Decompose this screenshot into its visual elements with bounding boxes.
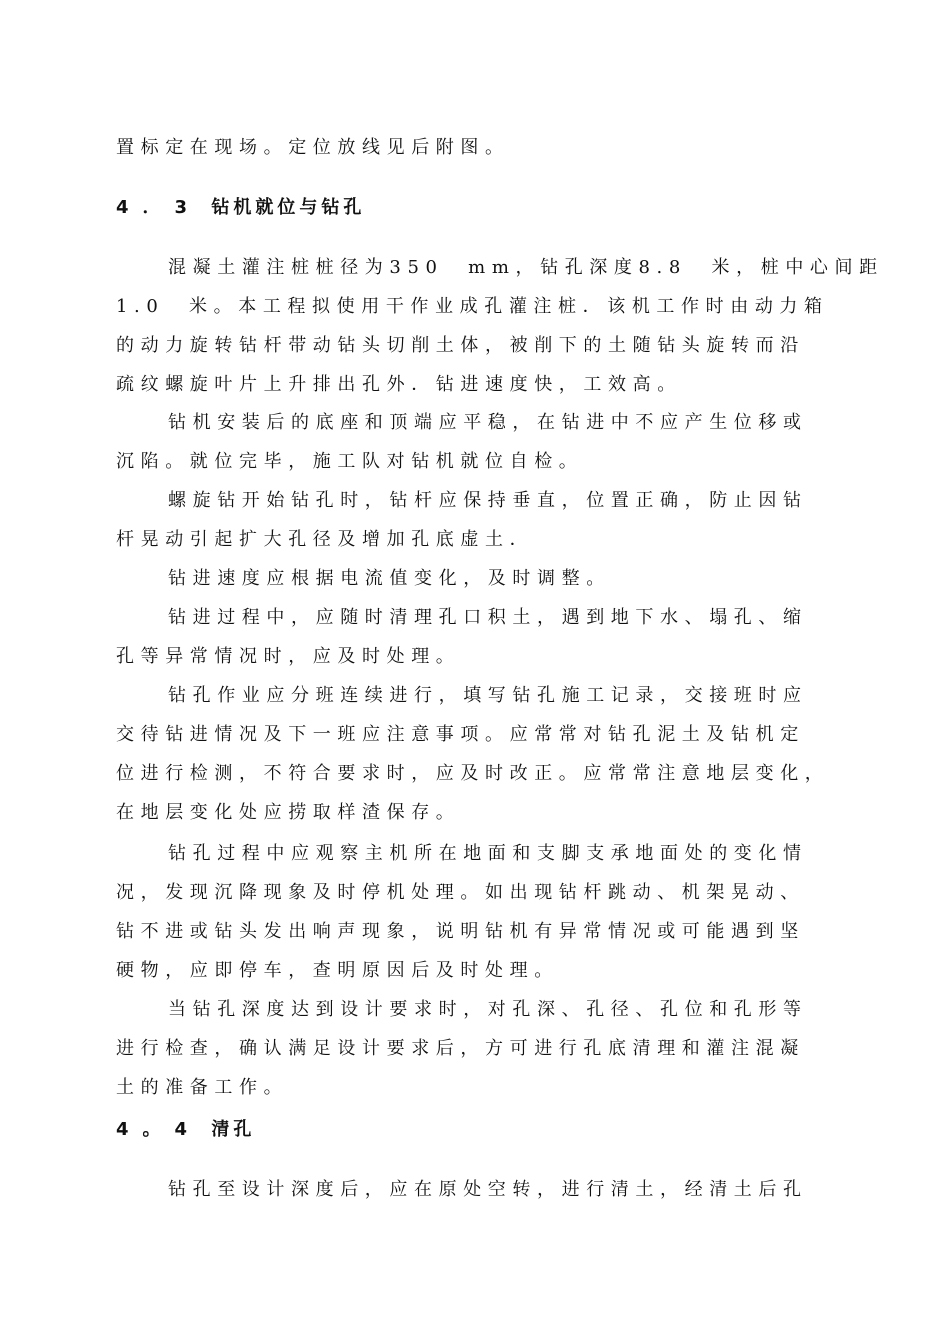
text-line: 钻不进或钻头发出响声现象，说明钻机有异常情况或可能遇到坚 bbox=[116, 921, 805, 942]
paragraph-line: 钻孔至设计深度后，应在原处空转，进行清土，经清土后孔 bbox=[168, 1179, 808, 1200]
text-line: 孔等异常情况时，应及时处理。 bbox=[116, 646, 461, 667]
text-line: 置标定在现场。定位放线见后附图。 bbox=[116, 137, 510, 158]
paragraph-line: 钻孔过程中应观察主机所在地面和支脚支承地面处的变化情 bbox=[168, 843, 808, 864]
text-line: 在地层变化处应捞取样渣保存。 bbox=[116, 802, 461, 823]
section-number: 4。4 bbox=[116, 1119, 202, 1140]
section-number: 4．3 bbox=[116, 197, 202, 218]
paragraph-line: 钻孔作业应分班连续进行，填写钻孔施工记录，交接班时应 bbox=[168, 685, 808, 706]
text-line: 疏纹螺旋叶片上升排出孔外．钻进速度快，工效高。 bbox=[116, 374, 682, 395]
section-heading-4-3 bbox=[116, 197, 365, 219]
text-line: 沉陷。就位完毕，施工队对钻机就位自检。 bbox=[116, 451, 584, 472]
paragraph-line: 混凝土灌注桩桩径为350 mm，钻孔深度8.8 米，桩中心间距 bbox=[168, 257, 884, 278]
text-line: 进行检查，确认满足设计要求后，方可进行孔底清理和灌注混凝 bbox=[116, 1038, 805, 1059]
text-line: 1.0 米。本工程拟使用干作业成孔灌注桩．该机工作时由动力箱 bbox=[116, 296, 829, 317]
text-line: 位进行检测，不符合要求时，应及时改正。应常常注意地层变化， bbox=[116, 763, 830, 784]
paragraph-line: 当钻孔深度达到设计要求时，对孔深、孔径、孔位和孔形等 bbox=[168, 999, 808, 1020]
paragraph-line: 螺旋钻开始钻孔时，钻杆应保持垂直，位置正确，防止因钻 bbox=[168, 490, 808, 511]
text-line: 况，发现沉降现象及时停机处理。如出现钻杆跳动、机架晃动、 bbox=[116, 882, 805, 903]
section-title: 清孔 bbox=[211, 1119, 256, 1140]
text-line: 交待钻进情况及下一班应注意事项。应常常对钻孔泥土及钻机定 bbox=[116, 724, 805, 745]
section-heading-4-4 bbox=[116, 1119, 255, 1141]
section-title: 钻机就位与钻孔 bbox=[211, 197, 366, 218]
paragraph-line: 钻进速度应根据电流值变化，及时调整。 bbox=[168, 568, 611, 589]
text-line: 土的准备工作。 bbox=[116, 1077, 289, 1098]
text-line: 杆晃动引起扩大孔径及增加孔底虚土． bbox=[116, 529, 535, 550]
text-line: 的动力旋转钻杆带动钻头切削土体，被削下的土随钻头旋转而沿 bbox=[116, 335, 805, 356]
paragraph-line: 钻机安装后的底座和顶端应平稳，在钻进中不应产生位移或 bbox=[168, 412, 808, 433]
paragraph-line: 钻进过程中，应随时清理孔口积土，遇到地下水、塌孔、缩 bbox=[168, 607, 808, 628]
text-line: 硬物，应即停车，查明原因后及时处理。 bbox=[116, 960, 559, 981]
